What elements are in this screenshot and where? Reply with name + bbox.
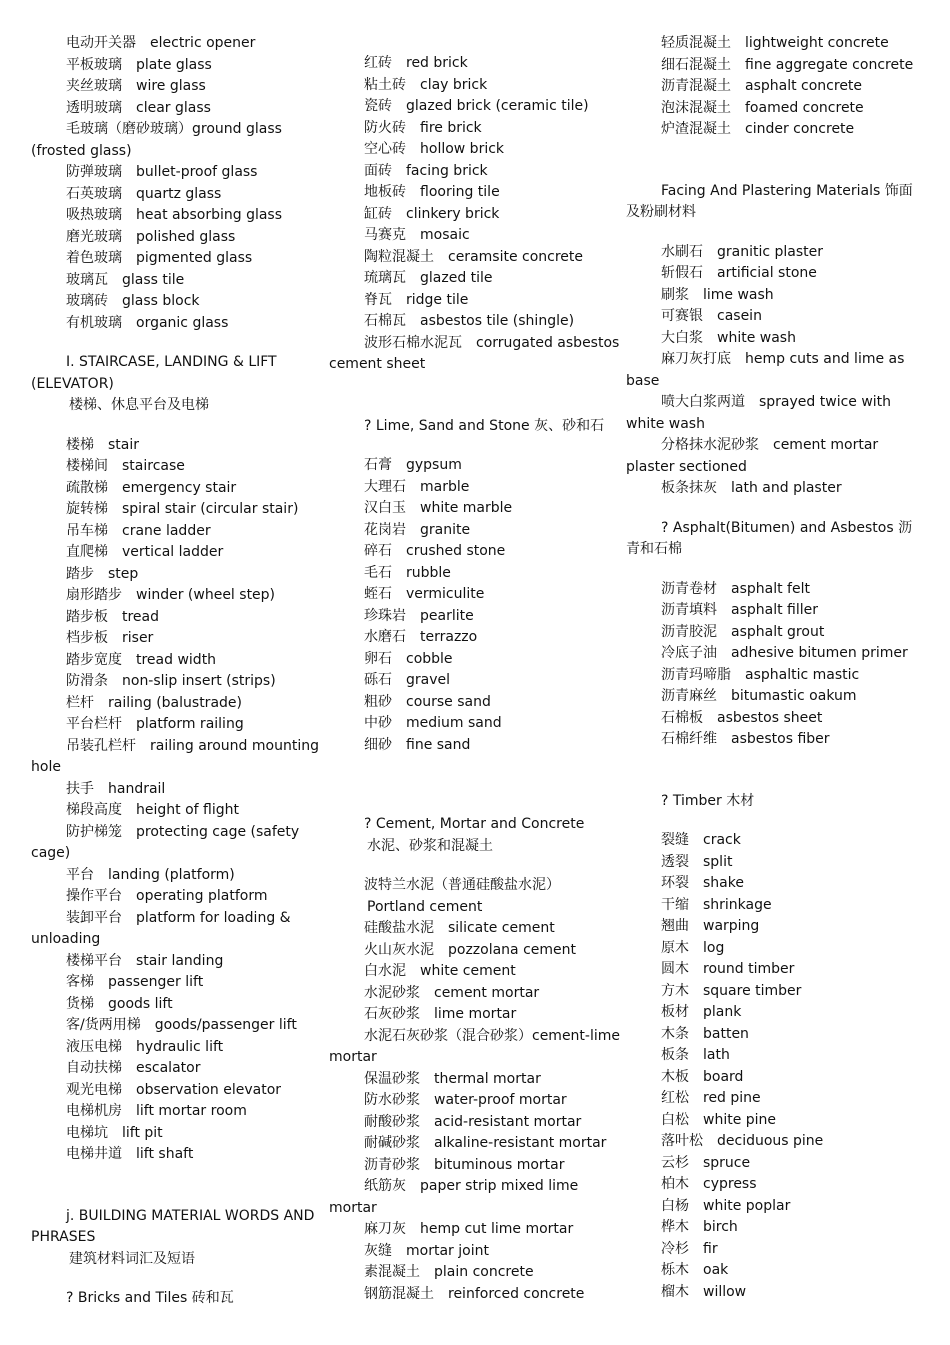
glossary-line: 刷浆 lime wash — [661, 286, 774, 303]
glossary-line: 火山灰水泥 pozzolana cement — [364, 941, 577, 958]
glossary-line: 翘曲 warping — [661, 918, 760, 934]
glossary-line: 钢筋混凝土 reinforced concrete — [364, 1285, 585, 1302]
glossary-line: 扶手 handrail — [66, 780, 166, 797]
glossary-line: Facing And Plastering Materials 饰面及粉刷材料 — [626, 182, 913, 220]
glossary-line: 脊瓦 ridge tile — [364, 291, 469, 308]
glossary-line: 透明玻璃 clear glass — [66, 99, 211, 116]
glossary-line: 可赛银 casein — [661, 308, 762, 324]
glossary-line: 方木 square timber — [661, 982, 802, 999]
glossary-line: 防护梯笼 protecting cage (safety cage) — [31, 823, 300, 861]
glossary-line: 石膏 gypsum — [364, 457, 462, 473]
glossary-line: 裂缝 crack — [661, 832, 741, 848]
glossary-line: 分格抹水泥砂浆 cement mortar plaster sectioned — [626, 437, 879, 475]
glossary-line: 货梯 goods lift — [66, 995, 173, 1012]
spacer — [329, 756, 625, 814]
glossary-line: 平台栏杆 platform railing — [66, 716, 244, 732]
glossary-line: 木板 board — [661, 1068, 744, 1085]
spacer — [329, 437, 625, 455]
glossary-line: 空心砖 hollow brick — [364, 141, 505, 157]
spacer — [329, 376, 625, 416]
glossary-line: 玻璃瓦 glass tile — [66, 271, 185, 288]
glossary-line: 疏散梯 emergency stair — [66, 479, 237, 496]
glossary-line: ? Timber 木材 — [661, 792, 755, 809]
glossary-line: 梯段高度 height of flight — [66, 802, 239, 818]
glossary-line: 平板玻璃 plate glass — [66, 56, 212, 73]
glossary-line: 扇形踏步 winder (wheel step) — [66, 587, 276, 603]
glossary-line: 干缩 shrinkage — [661, 896, 772, 913]
glossary-line: 细石混凝土 fine aggregate concrete — [661, 56, 914, 73]
glossary-line: 柏木 cypress — [661, 1176, 757, 1192]
glossary-line: 耐酸砂浆 acid-resistant mortar — [364, 1113, 582, 1130]
glossary-line: 粘土砖 clay brick — [364, 76, 488, 93]
glossary-line: 瓷砖 glazed brick (ceramic tile) — [364, 98, 589, 114]
glossary-line: 冷杉 fir — [661, 1240, 718, 1257]
glossary-line: 水泥、砂浆和混凝土 — [367, 837, 493, 854]
glossary-line: 防水砂浆 water-proof mortar — [364, 1092, 567, 1108]
glossary-line: 自动扶梯 escalator — [66, 1060, 201, 1076]
glossary-line: 石棉板 asbestos sheet — [661, 709, 823, 726]
spacer — [626, 561, 921, 579]
glossary-line: 保温砂浆 thermal mortar — [364, 1070, 541, 1087]
glossary-line: 吊装孔栏杆 railing around mounting hole — [31, 737, 319, 775]
glossary-line: 观光电梯 observation elevator — [66, 1081, 282, 1098]
glossary-line: 环裂 shake — [661, 875, 744, 891]
glossary-line: 装卸平台 platform for loading & unloading — [31, 909, 291, 947]
glossary-line: 沥青玛啼脂 asphaltic mastic — [661, 666, 860, 683]
glossary-line: 有机玻璃 organic glass — [66, 314, 229, 331]
glossary-line: 客梯 passenger lift — [66, 974, 204, 990]
glossary-line: 防火砖 fire brick — [364, 119, 482, 136]
glossary-line: 珍珠岩 pearlite — [364, 607, 474, 624]
glossary-line: 水泥石灰砂浆（混合砂浆）cement-lime mortar — [329, 1027, 621, 1065]
glossary-line: 马赛克 mosaic — [364, 227, 470, 243]
glossary-line: 栎木 oak — [661, 1262, 729, 1278]
glossary-line: 云杉 spruce — [661, 1154, 751, 1171]
glossary-line: 轻质混凝土 lightweight concrete — [661, 35, 889, 51]
spacer — [626, 224, 921, 242]
glossary-line: 原木 log — [661, 939, 725, 956]
glossary-line: 电动开关器 electric opener — [66, 35, 256, 51]
spacer — [31, 1270, 321, 1288]
glossary-line: 石灰砂浆 lime mortar — [364, 1006, 517, 1022]
glossary-line: 沥青麻丝 bitumastic oakum — [661, 688, 857, 704]
glossary-line: ? Asphalt(Bitumen) and Asbestos 沥青和石棉 — [626, 519, 913, 557]
glossary-line: 沥青胶泥 asphalt grout — [661, 623, 825, 640]
glossary-line: 吊车梯 crane ladder — [66, 522, 211, 539]
glossary-line: 板条抹灰 lath and plaster — [661, 480, 842, 496]
glossary-line: 防滑条 non-slip insert (strips) — [66, 673, 276, 689]
glossary-line: ? Lime, Sand and Stone 灰、砂和石 — [364, 417, 605, 434]
glossary-line: 泡沫混凝土 foamed concrete — [661, 99, 864, 116]
glossary-line: 踏步板 tread — [66, 608, 160, 625]
glossary-line: 斩假石 artificial stone — [661, 265, 817, 281]
glossary-line: 毛石 rubble — [364, 564, 451, 581]
glossary-line: 毛玻璃（磨砂玻璃）ground glass (frosted glass) — [31, 121, 282, 159]
glossary-line: 液压电梯 hydraulic lift — [66, 1038, 224, 1055]
glossary-line: 电梯井道 lift shaft — [66, 1146, 194, 1162]
glossary-line: Portland cement — [367, 898, 483, 915]
glossary-line: 踏步 step — [66, 565, 139, 582]
spacer — [31, 1166, 321, 1206]
glossary-line: 灰缝 mortar joint — [364, 1242, 489, 1259]
glossary-line: 操作平台 operating platform — [66, 888, 268, 904]
glossary-line: 栏杆 railing (balustrade) — [66, 694, 242, 711]
spacer — [31, 417, 321, 435]
glossary-line: 缸砖 clinkery brick — [364, 205, 500, 222]
glossary-line: 卵石 cobble — [364, 650, 453, 667]
glossary-line: 平台 landing (platform) — [66, 866, 235, 883]
glossary-line: 楼梯平台 stair landing — [66, 952, 224, 969]
glossary-line: 白松 white pine — [661, 1111, 777, 1128]
glossary-line: 水刷石 granitic plaster — [661, 243, 824, 260]
column-middle — [329, 53, 625, 1305]
glossary-line: 波形石棉水泥瓦 corrugated asbestos cement sheet — [329, 334, 620, 372]
glossary-line: 防弹玻璃 bullet-proof glass — [66, 164, 258, 180]
glossary-line: 红松 red pine — [661, 1090, 761, 1106]
glossary-line: I. STAIRCASE, LANDING & LIFT (ELEVATOR) — [31, 354, 277, 392]
glossary-line: 透裂 split — [661, 853, 733, 870]
glossary-line: 圆木 round timber — [661, 961, 795, 977]
glossary-line: 砾石 gravel — [364, 672, 451, 688]
glossary-line: 波特兰水泥（普通硅酸盐水泥） — [364, 877, 560, 893]
glossary-line: 纸筋灰 paper strip mixed lime mortar — [329, 1178, 579, 1216]
column-right — [626, 33, 921, 1303]
glossary-line: 档步板 riser — [66, 630, 154, 646]
glossary-line: 花岗岩 granite — [364, 521, 471, 538]
column-left — [31, 33, 321, 1310]
glossary-line: 沥青填料 asphalt filler — [661, 602, 819, 618]
glossary-line: 客/货两用梯 goods/passenger lift — [66, 1017, 297, 1033]
glossary-line: 沥青卷材 asphalt felt — [661, 580, 810, 597]
glossary-line: 硅酸盐水泥 silicate cement — [364, 920, 555, 936]
glossary-line: 耐碱砂浆 alkaline-resistant mortar — [364, 1135, 607, 1151]
glossary-line: 沥青混凝土 asphalt concrete — [661, 78, 863, 94]
glossary-line: 沥青砂浆 bituminous mortar — [364, 1156, 565, 1173]
glossary-line: 喷大白浆两道 sprayed twice with white wash — [626, 394, 892, 432]
glossary-line: 榴木 willow — [661, 1283, 747, 1300]
spacer — [626, 141, 921, 181]
glossary-line: 大理石 marble — [364, 478, 470, 495]
glossary-line: 直爬梯 vertical ladder — [66, 544, 224, 560]
glossary-line: 玻璃砖 glass block — [66, 293, 200, 309]
glossary-line: 琉璃瓦 glazed tile — [364, 270, 493, 286]
glossary-line: 木条 batten — [661, 1025, 749, 1042]
glossary-line: 麻刀灰打底 hemp cuts and lime as base — [626, 351, 905, 389]
glossary-line: j. BUILDING MATERIAL WORDS AND PHRASES — [31, 1207, 315, 1245]
glossary-line: 磨光玻璃 polished glass — [66, 228, 236, 245]
glossary-line: 落叶松 deciduous pine — [661, 1133, 824, 1149]
glossary-line: 旋转梯 spiral stair (circular stair) — [66, 501, 299, 517]
glossary-line: 水磨石 terrazzo — [364, 629, 478, 645]
glossary-line: 电梯坑 lift pit — [66, 1124, 163, 1141]
glossary-line: 板条 lath — [661, 1047, 730, 1063]
glossary-line: 地板砖 flooring tile — [364, 184, 500, 200]
glossary-line: 电梯机房 lift mortar room — [66, 1103, 247, 1119]
glossary-line: 水泥砂浆 cement mortar — [364, 984, 540, 1001]
glossary-line: 夹丝玻璃 wire glass — [66, 78, 206, 94]
glossary-line: 大白浆 white wash — [661, 329, 796, 346]
glossary-line: 白杨 white poplar — [661, 1197, 791, 1214]
glossary-line: 粗砂 course sand — [364, 693, 491, 710]
glossary-line: 碎石 crushed stone — [364, 543, 506, 559]
glossary-line: 白水泥 white cement — [364, 963, 516, 979]
spacer — [329, 857, 625, 875]
glossary-line: 桦木 birch — [661, 1219, 738, 1235]
glossary-line: 麻刀灰 hemp cut lime mortar — [364, 1221, 574, 1237]
spacer — [31, 334, 321, 352]
glossary-line: 面砖 facing brick — [364, 162, 488, 179]
glossary-line: ? Bricks and Tiles 砖和瓦 — [66, 1290, 234, 1306]
glossary-line: 板材 plank — [661, 1004, 742, 1020]
spacer — [626, 812, 921, 830]
glossary-line: 蛭石 vermiculite — [364, 586, 485, 602]
glossary-line: 楼梯、休息平台及电梯 — [69, 397, 209, 413]
glossary-line: 石棉瓦 asbestos tile (shingle) — [364, 313, 575, 329]
spacer — [626, 500, 921, 518]
glossary-line: 楼梯 stair — [66, 436, 140, 453]
glossary-line: 炉渣混凝土 cinder concrete — [661, 121, 855, 137]
glossary-line: 细砂 fine sand — [364, 736, 471, 753]
glossary-line: 着色玻璃 pigmented glass — [66, 250, 253, 266]
glossary-line: 吸热玻璃 heat absorbing glass — [66, 207, 283, 223]
glossary-line: 红砖 red brick — [364, 55, 468, 71]
glossary-line: ? Cement, Mortar and Concrete — [364, 816, 585, 832]
spacer — [626, 751, 921, 791]
glossary-line: 陶粒混凝土 ceramsite concrete — [364, 248, 584, 265]
glossary-line: 建筑材料词汇及短语 — [69, 1250, 195, 1267]
glossary-line: 中砂 medium sand — [364, 715, 502, 731]
glossary-line: 素混凝土 plain concrete — [364, 1264, 534, 1280]
glossary-line: 冷底子油 adhesive bitumen primer — [661, 645, 908, 661]
glossary-line: 石英玻璃 quartz glass — [66, 185, 222, 202]
glossary-line: 汉白玉 white marble — [364, 500, 513, 516]
glossary-line: 石棉纤维 asbestos fiber — [661, 731, 830, 747]
glossary-line: 踏步宽度 tread width — [66, 651, 217, 668]
glossary-line: 楼梯间 staircase — [66, 458, 185, 474]
